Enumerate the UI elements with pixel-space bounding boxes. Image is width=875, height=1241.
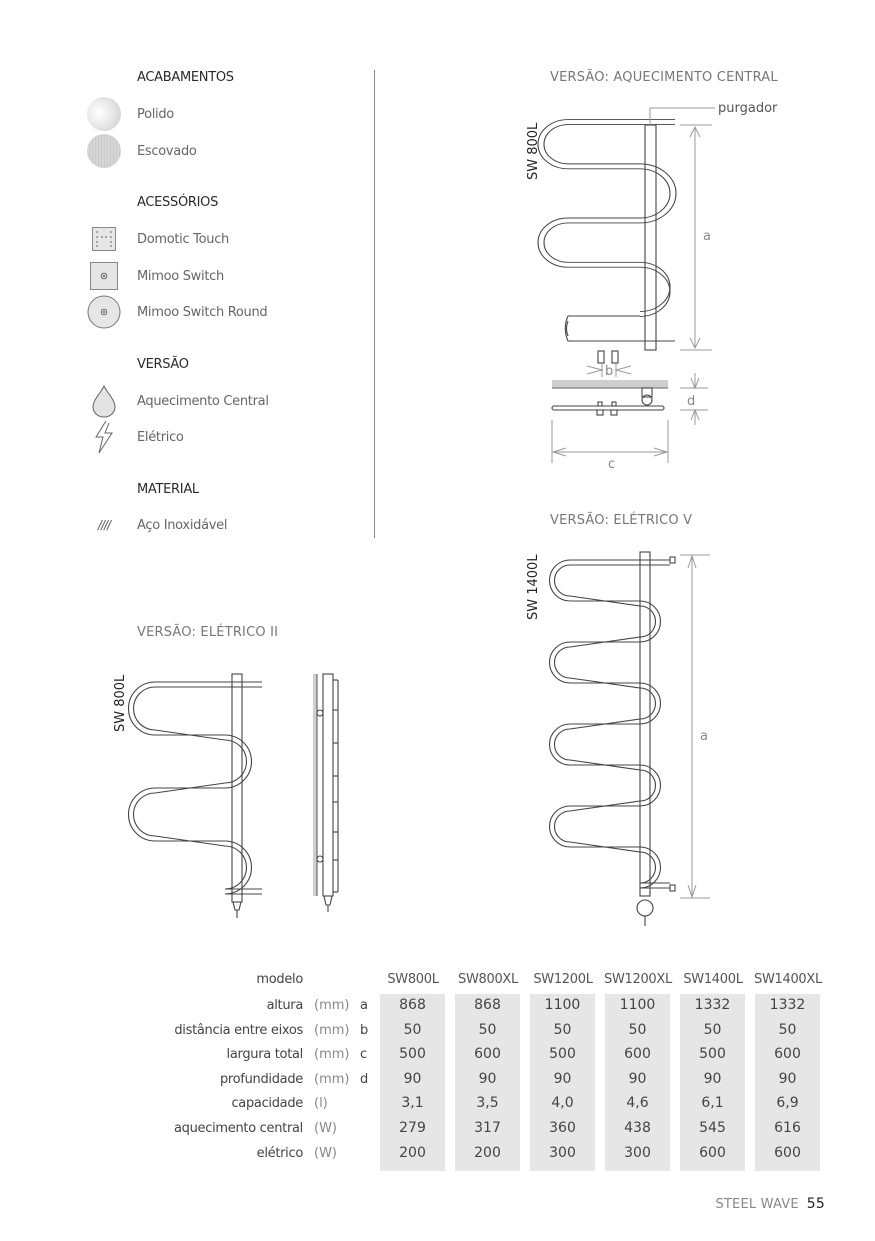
polished-finish-swatch: [87, 97, 121, 131]
row-label: profundidade: [219, 1071, 303, 1087]
diagram-title-central: VERSÃO: AQUECIMENTO CENTRAL: [550, 70, 778, 85]
table-cell: 600: [624, 1046, 651, 1063]
table-cell: 600: [774, 1046, 801, 1063]
row-label: altura: [266, 998, 303, 1013]
serpentine-tube: [538, 120, 675, 317]
diagram-title-eletrico-ii: VERSÃO: ELÉTRICO II: [137, 625, 279, 640]
central-heating-drawing: [540, 95, 780, 475]
row-unit: (l): [314, 1096, 328, 1112]
row-unit: (mm): [314, 998, 350, 1013]
legend-item-mimoo-switch: [80, 259, 224, 293]
table-cell: 6,1: [701, 1095, 724, 1112]
legend-item-aco-inoxidavel: [80, 508, 227, 542]
table-cell: 616: [774, 1120, 801, 1136]
row-unit: (W): [314, 1145, 337, 1161]
section-title-acabamentos: ACABAMENTOS: [137, 70, 234, 85]
column-header: SW1200XL: [604, 972, 672, 987]
legend-item-domotic-touch: [80, 222, 229, 256]
table-cell: 90: [628, 1070, 647, 1087]
purgador-label: purgador: [718, 101, 778, 116]
water-drop-icon: [91, 384, 117, 418]
legend-label: Escovado: [137, 143, 197, 159]
row-unit: (mm): [314, 1071, 350, 1087]
wall: [552, 380, 668, 388]
column-header: SW1400XL: [754, 972, 822, 987]
row-label: capacidade: [231, 1096, 303, 1112]
table-cell: 317: [474, 1120, 501, 1136]
model-label-eletrico-ii: SW 800L: [113, 674, 128, 732]
table-cell: 600: [699, 1144, 726, 1161]
page-footer: [715, 1196, 825, 1212]
legend-item-polido: [80, 97, 174, 131]
table-cell: 500: [549, 1046, 576, 1063]
serpentine-tube: [550, 560, 671, 888]
row-label: elétrico: [256, 1145, 303, 1161]
table-cell: 3,1: [401, 1095, 424, 1112]
legend-item-aquecimento-central: [80, 384, 269, 418]
diagram-title-eletrico-v: VERSÃO: ELÉTRICO V: [550, 513, 693, 528]
row-unit: (mm): [314, 1022, 350, 1038]
brushed-finish-swatch: [87, 134, 121, 168]
model-label-eletrico-v: SW 1400L: [526, 554, 541, 620]
vertical-divider: [374, 70, 375, 538]
table-cell: 279: [399, 1120, 426, 1136]
table-cell: 3,5: [476, 1095, 499, 1112]
legend-label: Elétrico: [137, 429, 184, 445]
table-cell: 50: [478, 1021, 497, 1038]
table-cell: 200: [399, 1144, 426, 1161]
table-cell: 4,6: [626, 1095, 649, 1112]
table-cell: 500: [699, 1046, 726, 1063]
column-header: SW1400L: [683, 972, 743, 987]
table-cell: 90: [778, 1070, 797, 1087]
electric-ii-side-drawing: [310, 670, 350, 920]
table-cell: 545: [699, 1120, 726, 1136]
table-cell: 50: [553, 1021, 572, 1038]
table-cell: 360: [549, 1120, 576, 1136]
legend-label: Aço Inoxidável: [137, 517, 228, 533]
column-header: SW800XL: [458, 972, 518, 987]
heating-element: [637, 900, 653, 916]
table-cell: 50: [403, 1021, 422, 1038]
table-cell: 50: [703, 1021, 722, 1038]
table-cell: 300: [624, 1144, 651, 1161]
table-cell: 1332: [769, 997, 806, 1013]
legend-label: Polido: [137, 106, 174, 122]
table-cell: 6,9: [776, 1095, 799, 1112]
table-cell: 50: [778, 1021, 797, 1038]
legend-item-escovado: [80, 134, 197, 168]
table-header-label: modelo: [256, 972, 303, 987]
table-cell: 4,0: [551, 1095, 574, 1112]
table-cell: 90: [553, 1070, 572, 1087]
row-dimension-letter: d: [360, 1071, 369, 1087]
table-cell: 90: [478, 1070, 497, 1087]
page-number: 55: [806, 1196, 825, 1212]
column-header: SW800L: [387, 972, 439, 987]
row-dimension-letter: c: [360, 1047, 368, 1063]
mimoo-switch-icon: [90, 262, 118, 290]
table-cell: 1100: [544, 997, 581, 1013]
table-cell: 868: [399, 997, 426, 1013]
electric-v-drawing: [545, 550, 735, 930]
dimension-label-d: d: [687, 394, 696, 409]
legend-label: Mimoo Switch Round: [137, 304, 268, 320]
table-cell: 868: [474, 997, 501, 1013]
purgador-leader: [650, 108, 715, 125]
table-cell: 500: [399, 1046, 426, 1063]
model-label-central: SW 800L: [526, 122, 541, 180]
footer-product-name: STEEL WAVE: [715, 1197, 799, 1212]
table-cell: 90: [403, 1070, 422, 1087]
legend-label: Aquecimento Central: [137, 393, 269, 409]
table-cell: 200: [474, 1144, 501, 1161]
collector-bar: [232, 674, 242, 902]
table-cell: 600: [774, 1144, 801, 1161]
legend-item-eletrico: [80, 420, 184, 454]
section-title-acessorios: ACESSÓRIOS: [137, 195, 219, 210]
table-cell: 438: [624, 1120, 651, 1136]
table-cell: 90: [703, 1070, 722, 1087]
table-cell: 600: [474, 1046, 501, 1063]
row-label: largura total: [226, 1047, 303, 1063]
section-title-material: MATERIAL: [137, 482, 199, 497]
heating-element: [233, 902, 241, 910]
table-cell: 1100: [619, 997, 656, 1013]
legend-item-mimoo-switch-round: [80, 295, 267, 329]
row-label: aquecimento central: [173, 1121, 303, 1136]
dimension-label-b: b: [605, 364, 614, 379]
legend-label: Domotic Touch: [137, 231, 229, 247]
dimension-label-c: c: [608, 457, 616, 472]
dimension-label-a: a: [700, 729, 708, 744]
mimoo-switch-round-icon: [87, 295, 121, 329]
domotic-touch-icon: [92, 227, 116, 251]
row-dimension-letter: a: [360, 998, 368, 1013]
electric-ii-front-drawing: [130, 670, 280, 920]
table-cell: 1332: [694, 997, 731, 1013]
row-label: distância entre eixos: [174, 1022, 303, 1038]
row-dimension-letter: b: [360, 1022, 369, 1038]
dimension-label-a: a: [703, 229, 711, 244]
row-unit: (mm): [314, 1047, 350, 1063]
hatch-icon: ////: [97, 518, 111, 532]
table-cell: 300: [549, 1144, 576, 1161]
row-unit: (W): [314, 1121, 337, 1136]
legend-label: Mimoo Switch: [137, 268, 224, 284]
table-cell: 50: [628, 1021, 647, 1038]
section-title-versao: VERSÃO: [137, 357, 189, 372]
lightning-icon: [92, 420, 116, 454]
column-header: SW1200L: [533, 972, 593, 987]
